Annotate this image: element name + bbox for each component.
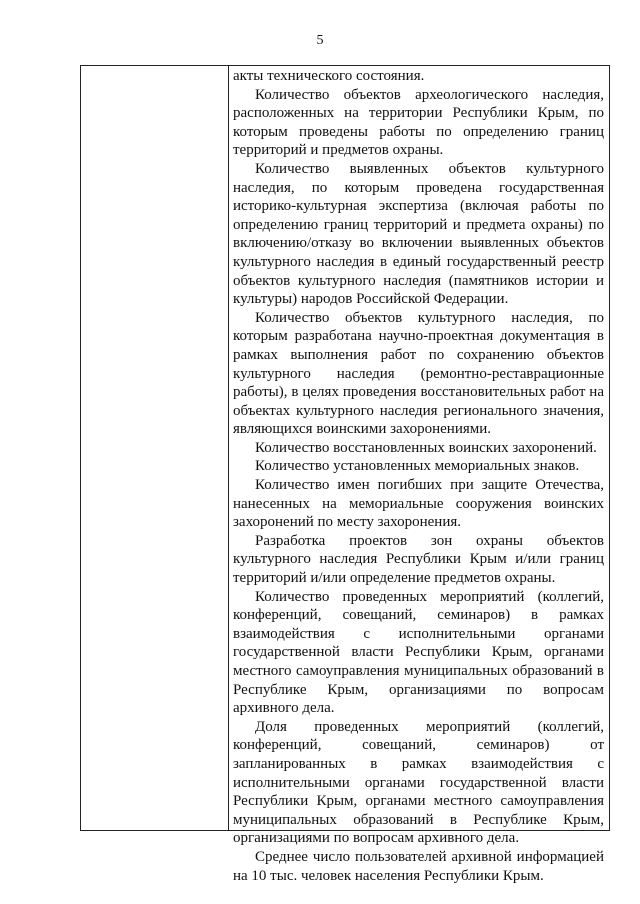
paragraph-events-share: Доля проведенных мероприятий (коллегий, конференций, совещаний, семинаров) от запланированных в рамках взаимодействия с исполнительными органами государственной власти Республики Крым, органами местного самоуправления муниципальных образований в Республике Крым, организациями по вопросам архивного дела. xyxy=(233,718,604,847)
paragraph-expertise: Количество выявленных объектов культурного наследия, по которым проведена государственная историко-культурная экспертиза (включая работы по определению границ территорий и предмета охраны) по включению/отказу во включении выявленных объектов культурного наследия в единый государственный реестр объектов культурного наследия (памятников истории и культуры) народов Российской Федерации. xyxy=(233,160,604,308)
paragraph-names-of-fallen: Количество имен погибших при защите Отечества, нанесенных на мемориальные сооружения воинских захоронений по месту захоронения. xyxy=(233,477,604,531)
paragraph-project-documentation: Количество объектов культурного наследия, по которым разработана научно-проектная документация в рамках выполнения работ по сохранению объектов культурного наследия (ремонтно-реставрационные работы), в целях проведения восстановительных работ на объектах культурного наследия регионального значения, являющихся воинскими захоронениями. xyxy=(233,309,604,438)
paragraph-memorial-signs: Количество установленных мемориальных знаков. xyxy=(255,458,580,475)
page-number: 5 xyxy=(316,33,324,48)
paragraph-protection-zones: Разработка проектов зон охраны объектов культурного наследия Республики Крым и/или границ территорий и/или определение предметов охраны. xyxy=(233,532,604,587)
paragraph-continuation: акты технического состояния. xyxy=(233,68,425,84)
indicator-table xyxy=(80,65,610,884)
column-divider xyxy=(228,66,229,830)
paragraph-restored-burials: Количество восстановленных воинских захоронений. xyxy=(255,439,597,456)
paragraph-events-count: Количество проведенных мероприятий (коллегий, конференций, совещаний, семинаров) в рамках взаимодействия с исполнительными органами государственной власти Республики Крым, органами местного самоуправления муниципальных образований в Республике Крым, организациями по вопросам архивного дела. xyxy=(233,588,604,717)
paragraph-archaeological-heritage: Количество объектов археологического наследия, расположенных на территории Республики Крым, по которым проведены работы по определению границ территорий и предметов охраны. xyxy=(233,86,604,159)
indicator-text-cell xyxy=(233,67,604,885)
paragraph-archive-users: Среднее число пользователей архивной информацией на 10 тыс. человек населения Республики Крым. xyxy=(233,848,604,884)
